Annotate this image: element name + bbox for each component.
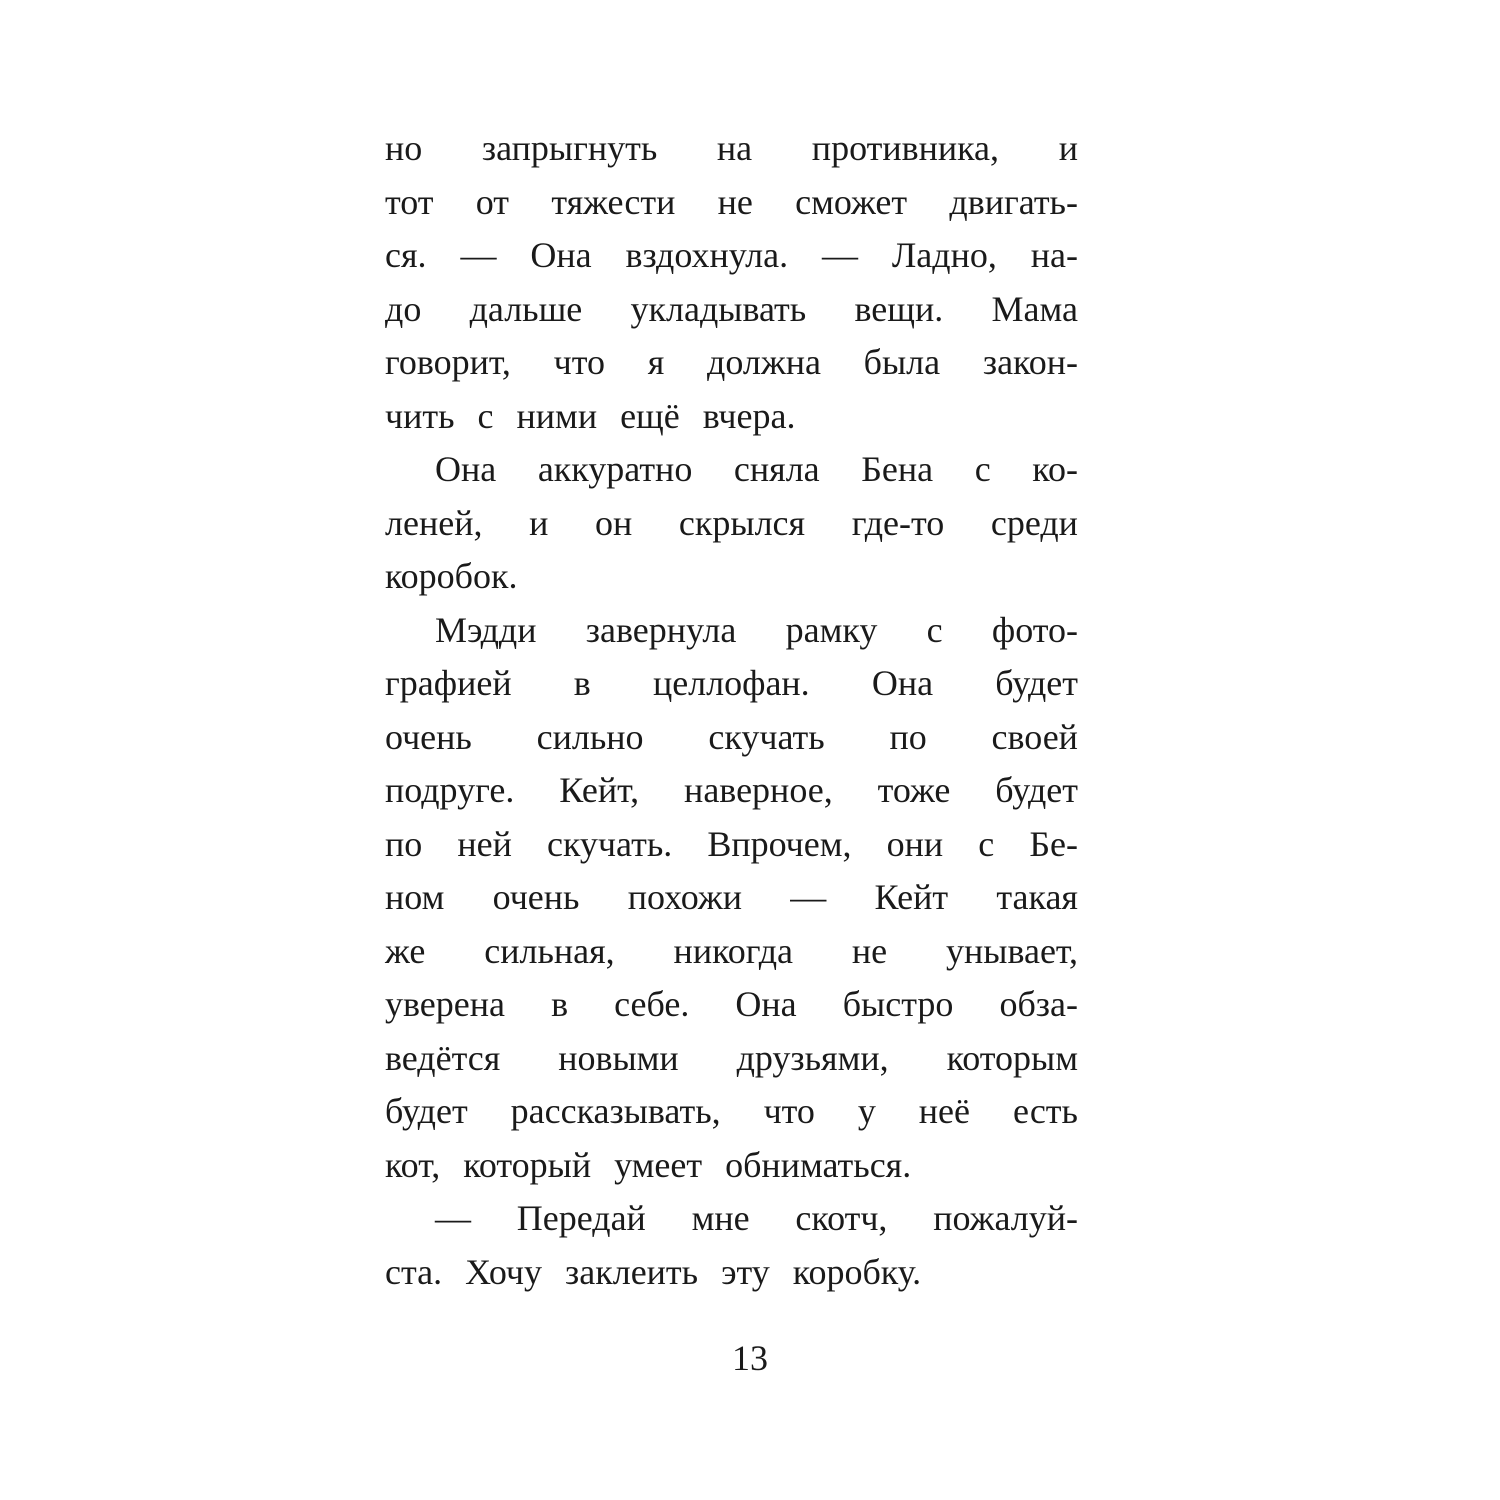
word: Бена (861, 449, 934, 489)
word: двигать- (949, 181, 1078, 222)
word: от (475, 181, 510, 222)
word: по (889, 716, 927, 757)
word: сможет (795, 181, 908, 222)
word: вещи. (854, 288, 944, 329)
word: такая (996, 877, 1078, 917)
text-line (385, 764, 1078, 818)
word: с (978, 823, 995, 864)
text-line: ста. Хочу заклеить эту коробку. (385, 1251, 922, 1292)
text-line: чить с ними ещё вчера. (385, 395, 796, 436)
word: скучать (708, 716, 825, 757)
word: по (385, 823, 423, 864)
text-line: кот, который умеет обниматься. (385, 1144, 912, 1185)
text-line (385, 657, 1078, 711)
word: рассказывать, (510, 1091, 721, 1131)
word: была (863, 342, 941, 382)
word: ном (385, 877, 445, 917)
word: сняла (733, 449, 820, 489)
text-line (385, 443, 1078, 497)
word: друзьями, (736, 1037, 889, 1078)
word: Бе- (1029, 823, 1078, 864)
word: унывает, (945, 930, 1078, 971)
word: и (1058, 128, 1078, 168)
text-line (385, 1192, 1078, 1246)
word: Она (871, 663, 934, 703)
word: быстро (842, 984, 954, 1024)
word: скучать. (546, 823, 673, 864)
text-line (385, 176, 1078, 230)
word: ся. (385, 235, 427, 275)
word: Она (735, 984, 797, 1024)
word: с (974, 449, 991, 489)
text-line (385, 871, 1078, 925)
text-line (385, 978, 1078, 1032)
text-line (385, 711, 1078, 765)
word: укладывать (630, 288, 807, 329)
text-line (385, 336, 1078, 390)
word: он (595, 502, 633, 543)
word: аккуратно (537, 449, 693, 489)
word: пожалуй- (933, 1198, 1078, 1238)
word: должна (707, 342, 821, 382)
word: говорит, (385, 342, 511, 382)
word: на (716, 128, 753, 168)
word: будет (995, 770, 1078, 810)
word: подруге. (385, 770, 515, 810)
word: графией (385, 663, 512, 703)
word: Кейт (874, 877, 949, 917)
word: — (790, 877, 827, 917)
word: — (821, 235, 858, 275)
text-line (385, 122, 1078, 176)
text-line (385, 497, 1078, 551)
word: ведётся (385, 1037, 501, 1078)
word: они (886, 823, 944, 864)
word: дальше (469, 288, 583, 329)
word: скрылся (678, 502, 806, 543)
word: с (926, 609, 943, 650)
word: и (529, 502, 549, 543)
word: завернула (585, 609, 737, 650)
word: тяжести (551, 181, 676, 222)
word: Ладно, (891, 235, 997, 275)
word: леней, (385, 502, 483, 543)
text-line (385, 1085, 1078, 1139)
text-line (385, 604, 1078, 658)
text-line (385, 229, 1078, 283)
word: Передай (516, 1198, 646, 1238)
word: обза- (999, 984, 1078, 1024)
word: — (435, 1198, 471, 1238)
word: есть (1012, 1091, 1078, 1131)
word: на- (1030, 235, 1078, 275)
word: ко- (1032, 449, 1078, 489)
word: уверена (385, 984, 505, 1024)
word: противника, (811, 128, 1000, 168)
word: запрыгнуть (481, 128, 658, 168)
word: не (717, 181, 753, 222)
text-line (385, 925, 1078, 979)
word: что (763, 1091, 815, 1131)
word: себе. (614, 984, 690, 1024)
text-line (385, 1032, 1078, 1086)
word: что (553, 342, 606, 382)
word: новыми (558, 1037, 679, 1078)
word: до (385, 288, 422, 329)
word: Мэдди (435, 609, 537, 650)
word: будет (385, 1091, 468, 1131)
word: Впрочем, (707, 823, 852, 864)
word: наверное, (684, 770, 833, 810)
word: у (857, 1091, 876, 1131)
text-line: коробок. (385, 556, 518, 596)
word: будет (995, 663, 1078, 703)
word: среди (990, 502, 1078, 543)
word: Кейт, (559, 770, 640, 810)
word: очень (492, 877, 580, 917)
word: никогда (673, 930, 794, 971)
word: рамку (785, 609, 878, 650)
word: не (851, 930, 888, 971)
word: тот (385, 181, 434, 222)
word: сильно (536, 716, 644, 757)
word: Она (435, 449, 497, 489)
word: — (460, 235, 497, 275)
word: где-то (851, 502, 945, 543)
word: скотч, (795, 1198, 888, 1238)
body-text (385, 122, 1078, 1299)
word: которым (946, 1037, 1078, 1078)
page-number: 13 (732, 1338, 768, 1378)
word: в (551, 984, 569, 1024)
word: но (385, 128, 423, 168)
word: Она (530, 235, 592, 275)
word: Мама (991, 288, 1078, 329)
word: похожи (627, 877, 742, 917)
word: ней (457, 823, 512, 864)
word: своей (991, 716, 1078, 757)
text-line (385, 818, 1078, 872)
word: очень (385, 716, 472, 757)
word: сильная, (484, 930, 615, 971)
word: в (573, 663, 591, 703)
word: фото- (991, 609, 1078, 650)
word: целлофан. (652, 663, 810, 703)
text-line (385, 283, 1078, 337)
word: тоже (877, 770, 951, 810)
word: мне (691, 1198, 750, 1238)
word: вздохнула. (625, 235, 789, 275)
word: неё (918, 1091, 971, 1131)
word: же (385, 930, 426, 971)
word: закон- (982, 342, 1078, 382)
word: я (647, 342, 665, 382)
